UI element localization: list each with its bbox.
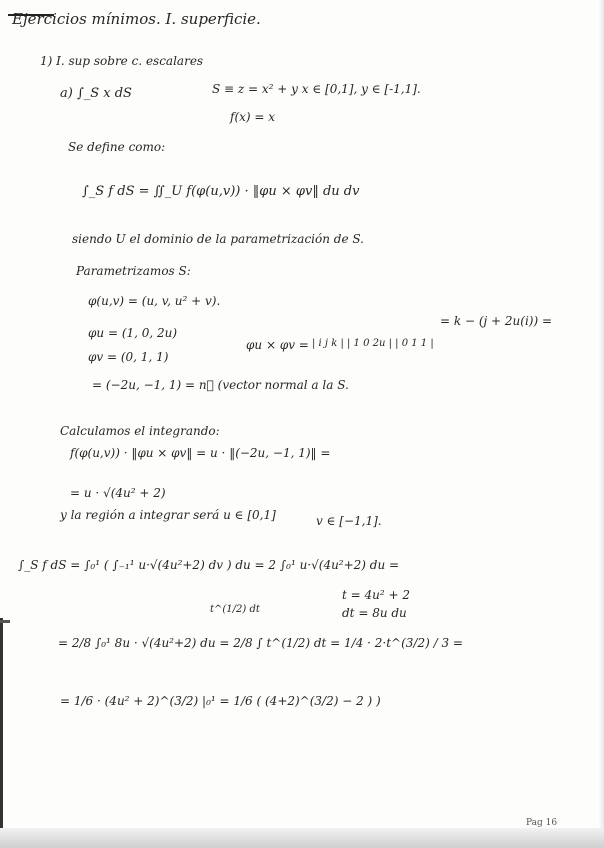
line-region: y la región a integrar será u ∈ [0,1] [60,508,276,522]
line-calc: Calculamos el integrando: [60,424,220,438]
page-title: Ejercicios mínimos. I. superficie. [12,10,261,28]
line-siendo: siendo U el dominio de la parametrización de S. [72,232,364,246]
line-cross-label: φu × φv = [246,338,309,352]
line-matrix: | i j k | | 1 0 2u | | 0 1 1 | [312,338,434,349]
line-def-formula: ∫_S f dS = ∬_U f(φ(u,v)) · ‖φu × φv‖ du dv [82,184,360,199]
line-integrand: f(φ(u,v)) · ‖φu × φv‖ = u · ‖(−2u, −1, 1)‖ = [70,446,331,460]
line-step-1-note: t^(1/2) dt [210,604,260,615]
section-heading: 1) I. sup sobre c. escalares [40,54,204,68]
page-edge-shadow [598,0,604,848]
line-a-surface: S ≡ z = x² + y x ∈ [0,1], y ∈ [-1,1]. [212,82,421,96]
left-margin-bar [0,618,3,830]
line-subst: t = 4u² + 2 [342,588,410,602]
line-normal: = (−2u, −1, 1) = n⃗ (vector normal a la S. [92,378,349,392]
line-param-def: φ(u,v) = (u, v, u² + v). [88,294,221,308]
line-region-v: v ∈ [−1,1]. [316,514,382,528]
page-bottom-shadow [0,828,604,848]
line-phi-u: φu = (1, 0, 2u) [88,326,178,340]
line-step-1: = 2/8 ∫₀¹ 8u · √(4u²+2) du = 2/8 ∫ t^(1/2) dt = 1/4 · 2·t^(3/2) / 3 = [58,636,463,650]
line-subst-2: dt = 8u du [342,606,407,620]
line-param-title: Parametrizamos S: [76,264,191,278]
line-phi-v: φv = (0, 1, 1) [88,350,169,364]
line-integral: ∫_S f dS = ∫₀¹ ( ∫₋₁¹ u·√(4u²+2) dv ) du = 2 ∫₀¹ u·√(4u²+2) du = [18,558,400,572]
line-integrand-2: = u · √(4u² + 2) [70,486,166,500]
line-a-label: a) ∫_S x dS [60,86,132,101]
left-margin-tick [0,620,10,623]
page-number: Pag 16 [526,818,558,828]
line-a-f: f(x) = x [230,110,276,124]
line-step-2: = 1/6 · (4u² + 2)^(3/2) |₀¹ = 1/6 ( (4+2)^(3/2) − 2 ) ) [60,694,381,708]
line-se-define: Se define como: [68,140,166,154]
line-cross-result: = k − (j + 2u(i)) = [440,314,553,328]
